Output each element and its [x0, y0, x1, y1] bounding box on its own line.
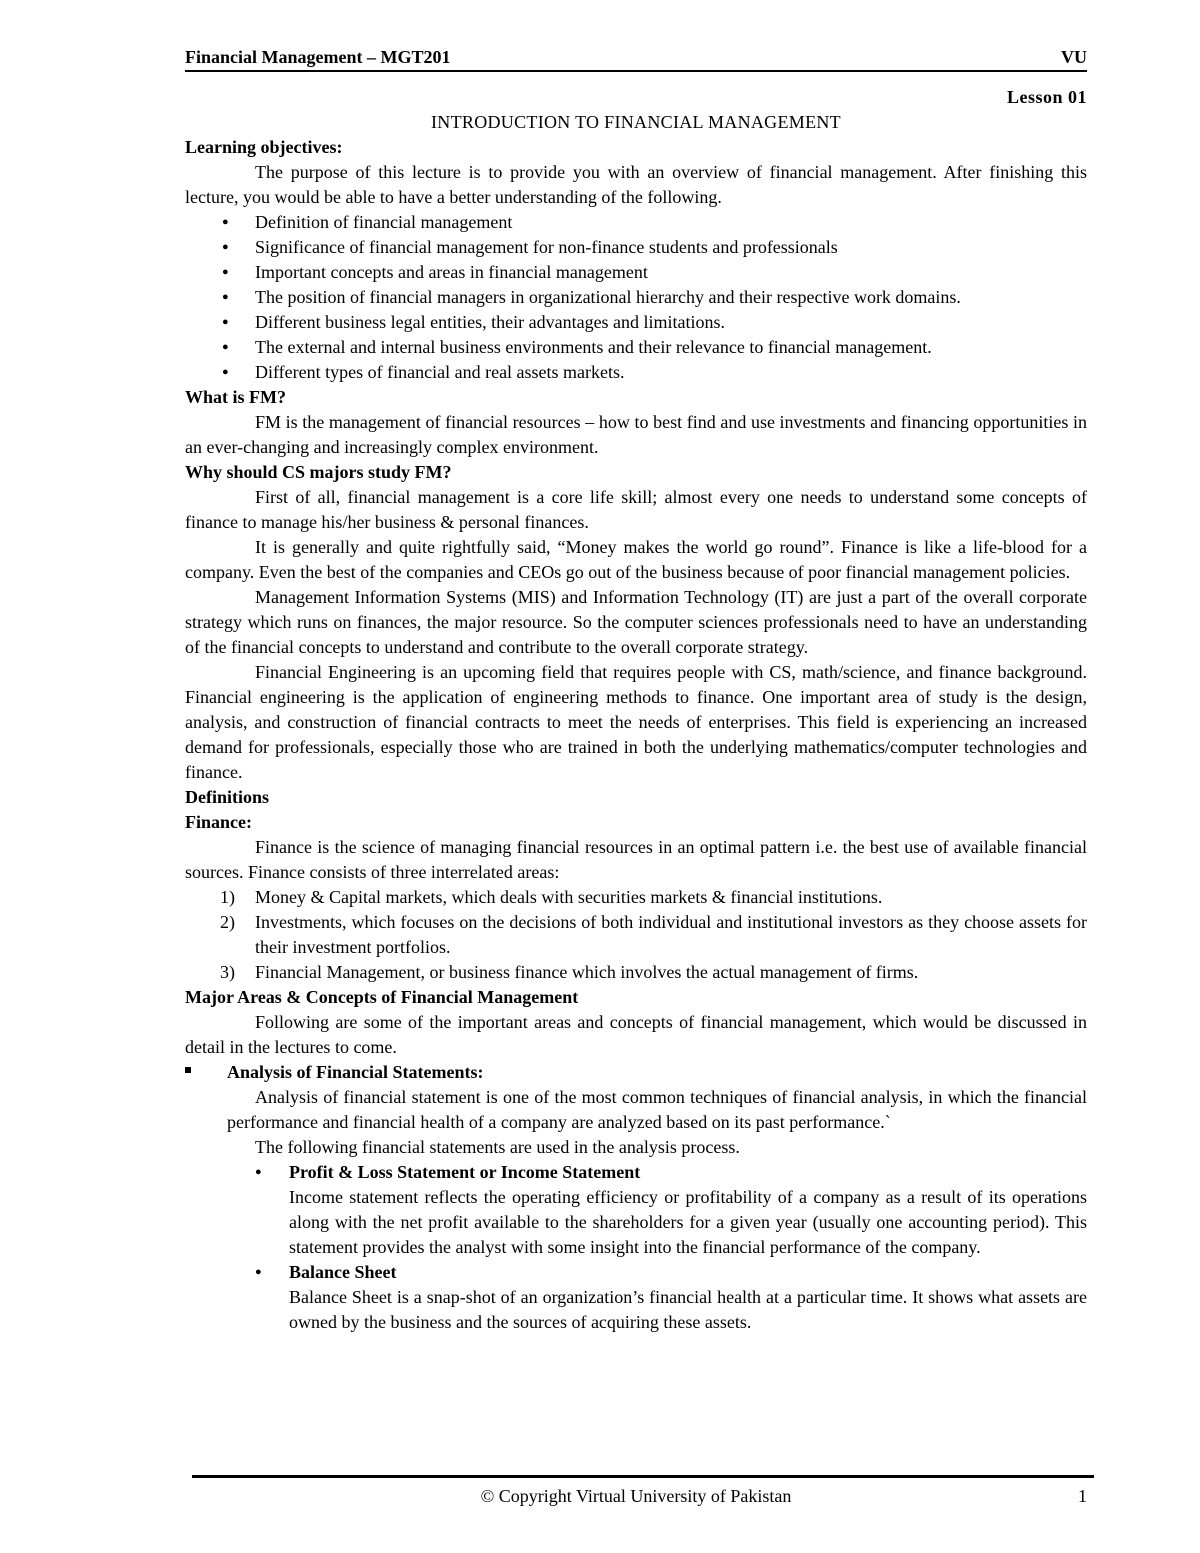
why-paragraph: It is generally and quite rightfully said, “Money makes the world go round”. Finance is like a life-blood for a company. Even the best of the companies and CEOs go out of the business because of poor financial management policies.	[185, 537, 1087, 582]
major-areas-intro: Following are some of the important areas and concepts of financial management, which would be discussed in detail in the lectures to come.	[185, 1012, 1087, 1057]
list-number: 2)	[220, 912, 235, 932]
finance-heading: Finance:	[185, 812, 252, 832]
major-areas-heading: Major Areas & Concepts of Financial Management	[185, 987, 579, 1007]
list-item: ● Different types of financial and real assets markets.	[185, 360, 1087, 385]
definitions-heading: Definitions	[185, 787, 270, 807]
list-item: ● Different business legal entities, their advantages and limitations.	[185, 310, 1087, 335]
statement-body: Balance Sheet is a snap-shot of an organization’s financial health at a particular time. It shows what assets are owned by the business and the sources of acquiring these assets.	[289, 1287, 1087, 1332]
analysis-description: Analysis of financial statement is one of the most common techniques of financial analysis, in which the financial performance and financial health of a company are analyzed based on its past performance.`	[227, 1087, 1087, 1132]
what-is-fm-body: FM is the management of financial resources – how to best find and use investments and financing opportunities in an ever-changing and increasingly complex environment.	[185, 412, 1087, 457]
page-footer	[185, 1486, 1087, 1512]
list-item: ● Definition of financial management	[185, 210, 1087, 235]
list-item: ● Important concepts and areas in financial management	[185, 260, 1087, 285]
learning-objectives-intro: The purpose of this lecture is to provide you with an overview of financial management. After finishing this lecture, you would be able to have a better understanding of the following.	[185, 162, 1087, 207]
statement-item	[185, 1160, 1087, 1260]
why-study-fm-heading: Why should CS majors study FM?	[185, 462, 452, 482]
list-item: ● The position of financial managers in organizational hierarchy and their respective work domains.	[185, 285, 1087, 310]
list-text: Investments, which focuses on the decisions of both individual and institutional investors as they choose assets for their investment portfolios.	[255, 912, 1087, 957]
bullet-icon: ●	[255, 1166, 262, 1178]
list-text: Money & Capital markets, which deals with securities markets & financial institutions.	[255, 887, 883, 907]
learning-objectives-heading: Learning objectives:	[185, 137, 343, 157]
footer-divider	[192, 1475, 1094, 1478]
list-number: 3)	[220, 962, 235, 982]
header-course-title: Financial Management – MGT201	[185, 47, 451, 67]
header-institution: VU	[1061, 47, 1087, 67]
list-item: ● The external and internal business environments and their relevance to financial management.	[185, 335, 1087, 360]
statement-body: Income statement reflects the operating efficiency or profitability of a company as a result of its operations along with the net profit available to the shareholders for a given year (usually one accounting period). This statement provides the analyst with some insight into the financial performance of the company.	[289, 1187, 1087, 1257]
why-paragraph: First of all, financial management is a core life skill; almost every one needs to understand some concepts of finance to manage his/her business & personal finances.	[185, 487, 1087, 532]
footer-copyright: © Copyright Virtual University of Pakistan	[480, 1486, 792, 1506]
statement-item	[185, 1260, 1087, 1335]
page-header	[185, 44, 1087, 72]
why-paragraph: Financial Engineering is an upcoming field that requires people with CS, math/science, and finance background. Financial engineering is the application of engineering methods to finance. One important area of study is the design, analysis, and construction of financial contracts to meet the needs of enterprises. This field is experiencing an increased demand for professionals, especially those who are trained in both the underlying mathematics/computer technologies and finance.	[185, 662, 1087, 782]
analysis-following: The following financial statements are used in the analysis process.	[255, 1137, 740, 1157]
learning-objectives-list	[185, 210, 1087, 385]
bullet-icon: ●	[255, 1266, 262, 1278]
list-item	[185, 885, 1087, 910]
analysis-section	[185, 1060, 1087, 1085]
list-item	[185, 960, 1087, 985]
why-paragraph: Management Information Systems (MIS) and Information Technology (IT) are just a part of the overall corporate strategy which runs on finances, the major resource. So the computer sciences professionals need to have an understanding of the financial concepts to understand and contribute to the overall corporate strategy.	[185, 587, 1087, 657]
statement-title: Balance Sheet	[289, 1262, 397, 1282]
document-body	[185, 85, 1087, 1335]
square-bullet-icon	[185, 1067, 191, 1073]
finance-areas-list	[185, 885, 1087, 985]
analysis-title: Analysis of Financial Statements:	[227, 1062, 484, 1082]
statement-title: Profit & Loss Statement or Income Statement	[289, 1162, 641, 1182]
list-text: Financial Management, or business finance which involves the actual management of firms.	[255, 962, 919, 982]
lesson-label: Lesson 01	[1006, 87, 1087, 107]
list-item	[185, 910, 1087, 960]
finance-body: Finance is the science of managing financial resources in an optimal pattern i.e. the best use of available financial sources. Finance consists of three interrelated areas:	[185, 837, 1087, 882]
page-title: INTRODUCTION TO FINANCIAL MANAGEMENT	[431, 112, 841, 132]
what-is-fm-heading: What is FM?	[185, 387, 286, 407]
list-number: 1)	[220, 887, 235, 907]
analysis-body	[185, 1085, 1087, 1160]
list-item: ● Significance of financial management for non-finance students and professionals	[185, 235, 1087, 260]
page-number: 1	[1078, 1486, 1087, 1506]
